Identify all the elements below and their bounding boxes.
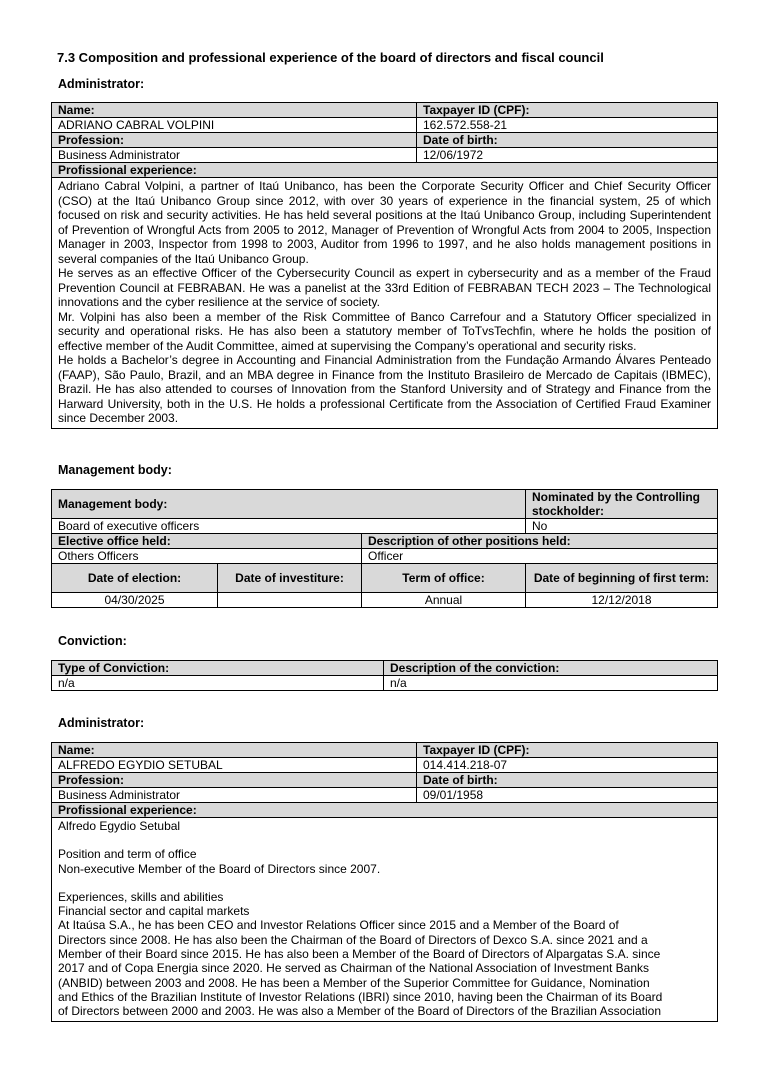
investiture-date-value xyxy=(218,593,362,608)
name-label: Name: xyxy=(52,743,417,758)
term-of-office-value: Annual xyxy=(362,593,526,608)
cpf-value: 014.414.218-07 xyxy=(417,758,718,773)
election-date-value: 04/30/2025 xyxy=(52,593,218,608)
experience-label: Profissional experience: xyxy=(52,163,718,178)
term-of-office-label: Term of office: xyxy=(362,564,526,593)
election-date-label: Date of election: xyxy=(52,564,218,593)
cpf-value: 162.572.558-21 xyxy=(417,118,718,133)
conviction-type-label: Type of Conviction: xyxy=(52,661,384,676)
first-term-label: Date of beginning of first term: xyxy=(526,564,718,593)
administrator-heading-1: Administrator: xyxy=(58,77,145,91)
dob-label: Date of birth: xyxy=(417,773,718,788)
conviction-description-value: n/a xyxy=(384,676,718,691)
conviction-type-value: n/a xyxy=(52,676,384,691)
elective-office-value: Others Officers xyxy=(52,549,362,564)
dob-label: Date of birth: xyxy=(417,133,718,148)
position-text: Non-executive Member of the Board of Directors since 2007. xyxy=(58,861,381,876)
experience-text xyxy=(52,818,718,1022)
cpf-label: Taxpayer ID (CPF): xyxy=(417,103,718,118)
skills-line: Directors since 2008. He has also been the Chairman of the Board of Directors of Dexco S.A. since 2021 and a xyxy=(58,932,648,947)
profession-label: Profession: xyxy=(52,133,417,148)
experience-paragraph: Mr. Volpini has also been a member of the Risk Committee of Banco Carrefour and a Statutory Officer specialized in security and operational risks. He has also been a statutory member of ToTvsTechfin, where he holds the position of effective member of the Audit Committee, aimed at supervising the Company’s operational and security risks. xyxy=(58,309,711,353)
administrator-heading-2: Administrator: xyxy=(58,716,145,730)
other-positions-value: Officer xyxy=(362,549,718,564)
name-value: ADRIANO CABRAL VOLPINI xyxy=(52,118,417,133)
skills-line: and Ethics of the Brazilian Institute of Investor Relations (IBRI) since 2010, having been the Chairman of its Board xyxy=(58,989,663,1004)
position-heading: Position and term of office xyxy=(58,847,197,862)
profession-value: Business Administrator xyxy=(52,788,417,803)
nominated-label: Nominated by the Controlling stockholder: xyxy=(526,490,718,519)
cpf-label: Taxpayer ID (CPF): xyxy=(417,743,718,758)
conviction-heading: Conviction: xyxy=(58,634,127,648)
experience-paragraph: He serves as an effective Officer of the Cybersecurity Council as expert in cybersecurity and as a member of the Fraud Prevention Council at FEBRABAN. He was a panelist at the 33rd Edition of FEBRABAN TECH 2023 – The Technological innovations and the cyber resilience at the service of society. xyxy=(58,266,711,309)
skills-line: of Directors between 2000 and 2003. He was also a Member of the Board of Directors of the Brazilian Association xyxy=(58,1004,661,1019)
experience-label: Profissional experience: xyxy=(52,803,718,818)
skills-subheading: Financial sector and capital markets xyxy=(58,904,250,919)
profession-value: Business Administrator xyxy=(52,148,417,163)
other-positions-label: Description of other positions held: xyxy=(362,534,718,549)
nominated-value: No xyxy=(526,519,718,534)
conviction-description-label: Description of the conviction: xyxy=(384,661,718,676)
investiture-date-label: Date of investiture: xyxy=(218,564,362,593)
management-body-value: Board of executive officers xyxy=(52,519,526,534)
skills-line: At Itaúsa S.A., he has been CEO and Investor Relations Officer since 2015 and a Member of the Board of xyxy=(58,918,619,933)
management-body-table xyxy=(51,489,718,608)
name-value: ALFREDO EGYDIO SETUBAL xyxy=(52,758,417,773)
profession-label: Profession: xyxy=(52,773,417,788)
skills-heading: Experiences, skills and abilities xyxy=(58,889,224,904)
experience-paragraph: Adriano Cabral Volpini, a partner of Itaú Unibanco, has been the Corporate Security Officer and Chief Security Officer (CSO) at the Itaú Unibanco Group since 2012, with over 30 years of experience in the financial system, 25 of which focused on risk and security activities. He has held several positions at the Itaú Unibanco Group, including Superintendent of Prevention of Wrongful Acts from 2005 to 2012, Manager of Prevention of Wrongful Acts from 2004 to 2005, Inspection Manager in 2003, Inspector from 1998 to 2003, Auditor from 1996 to 1997, and he also holds management positions in several companies of the Itaú Unibanco Group. xyxy=(58,179,711,266)
elective-office-label: Elective office held: xyxy=(52,534,362,549)
management-body-heading: Management body: xyxy=(58,463,172,477)
administrator-table-1 xyxy=(51,102,718,429)
experience-text xyxy=(52,178,718,429)
section-title: 7.3 Composition and professional experience of the board of directors and fiscal council xyxy=(57,50,604,65)
administrator-table-2 xyxy=(51,742,718,1022)
management-body-label: Management body: xyxy=(52,490,526,519)
first-term-value: 12/12/2018 xyxy=(526,593,718,608)
experience-name: Alfredo Egydio Setubal xyxy=(58,819,181,833)
dob-value: 09/01/1958 xyxy=(417,788,718,803)
name-label: Name: xyxy=(52,103,417,118)
skills-line: 2017 and of Copa Energia since 2020. He served as Chairman of the National Association of Investment Banks xyxy=(58,961,650,976)
skills-line: Member of their Board since 2015. He has also been a Member of the Board of Directors of Alpargatas S.A. since xyxy=(58,947,661,962)
skills-line: (ANBID) between 2003 and 2008. He has been a Member of the Superior Committee for Guidance, Nomination xyxy=(58,975,650,990)
conviction-table xyxy=(51,660,718,691)
experience-paragraph: He holds a Bachelor’s degree in Accounting and Financial Administration from the Fundação Armando Álvares Penteado (FAAP), São Paulo, Brazil, and an MBA degree in Finance from the Instituto Brasileiro de Mercado de Capitais (IBMEC), Brazil. He has also attended to courses of Innovation from the Stanford University and of Strategy and Finance from the Harward University, both in the U.S. He holds a professional Certificate from the Association of Certified Fraud Examiner since December 2003. xyxy=(58,353,711,425)
dob-value: 12/06/1972 xyxy=(417,148,718,163)
